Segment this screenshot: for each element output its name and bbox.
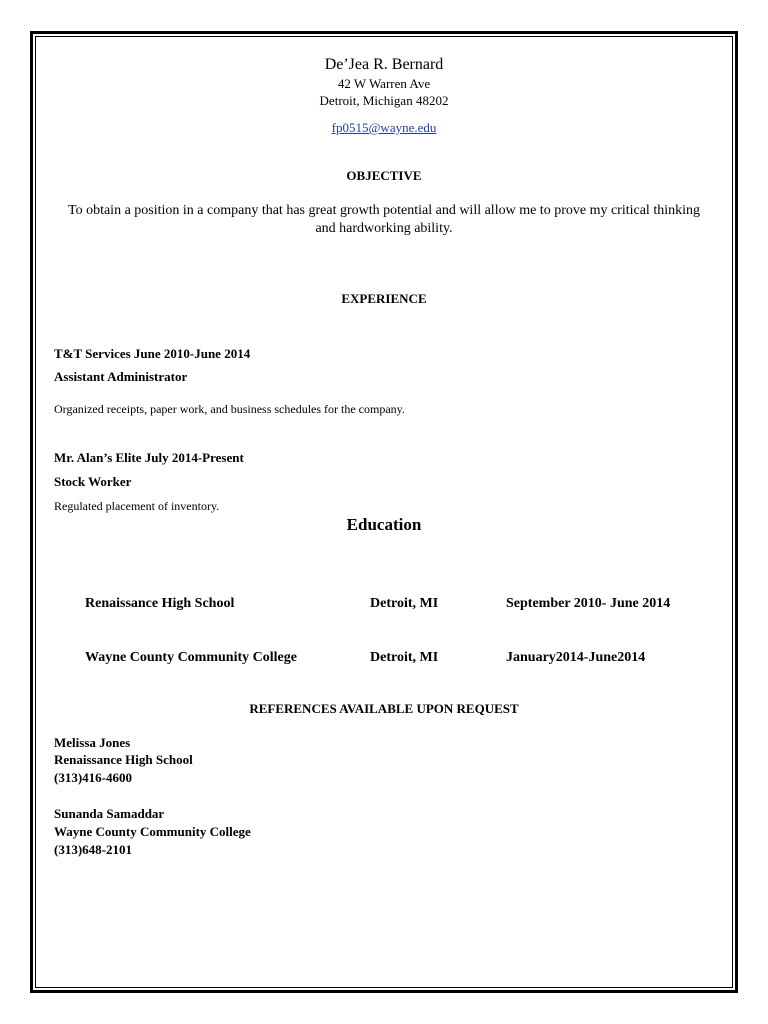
objective-text: To obtain a position in a company that has great growth potential and will allow me to prove my critical thinking and hardworking ability.: [68, 203, 700, 236]
education-dates: September 2010- June 2014: [506, 596, 671, 611]
job-description: Regulated placement of inventory.: [54, 499, 220, 513]
education-school: Renaissance High School: [85, 596, 235, 611]
address-line-2: Detroit, Michigan 48202: [319, 93, 449, 108]
education-dates: January2014-June2014: [506, 650, 646, 665]
education-school: Wayne County Community College: [85, 650, 297, 665]
references-heading: REFERENCES AVAILABLE UPON REQUEST: [249, 701, 519, 716]
email-link[interactable]: fp0515@wayne.edu: [331, 120, 437, 135]
address-line-1: 42 W Warren Ave: [337, 76, 431, 91]
reference-phone: (313)416-4600: [54, 770, 132, 785]
reference-organization: Renaissance High School: [54, 752, 193, 767]
job-title: Assistant Administrator: [54, 369, 188, 384]
job-company-dates: Mr. Alan’s Elite July 2014-Present: [54, 450, 244, 465]
reference-name: Melissa Jones: [54, 735, 131, 750]
education-city: Detroit, MI: [370, 596, 439, 611]
candidate-name: De’Jea R. Bernard: [324, 56, 444, 73]
job-description: Organized receipts, paper work, and business schedules for the company.: [54, 402, 405, 416]
objective-heading: OBJECTIVE: [346, 168, 422, 183]
experience-heading: EXPERIENCE: [341, 291, 427, 306]
job-company-dates: T&T Services June 2010-June 2014: [54, 346, 251, 361]
job-title: Stock Worker: [54, 474, 132, 489]
reference-name: Sunanda Samaddar: [54, 806, 165, 821]
education-heading: Education: [346, 515, 422, 534]
reference-phone: (313)648-2101: [54, 842, 132, 857]
education-city: Detroit, MI: [370, 650, 439, 665]
reference-organization: Wayne County Community College: [54, 824, 251, 839]
